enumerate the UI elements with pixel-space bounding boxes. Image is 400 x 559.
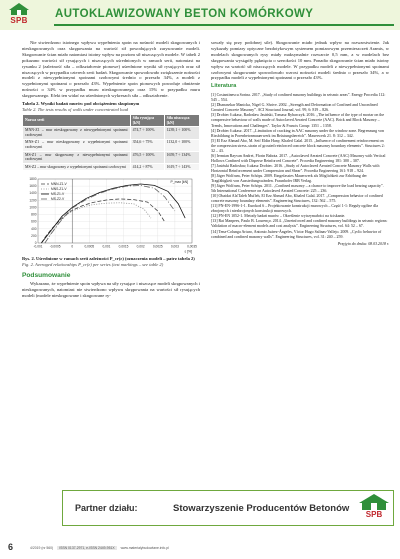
y-tick-label: 1200 — [29, 198, 37, 203]
header-divider — [54, 24, 394, 26]
x-tick-label: 0,0035 — [187, 244, 197, 249]
reference-item: [11] PN-EN-1996-1-1. Eurokod 6 – Projektowanie konstrukcji murowych – Część 1-1: Reguły ogólne dla zbrojonych i niezbrojonych konstrukcji murowych. — [211, 203, 378, 214]
summary-paragraph: Wykazano, że wypełnienie spoin wpływa na siły rysujące i niszczące modeli skrępowanych i nieskrępowanych, natomiast nie stwierdzono wpływu skrępowania na wartości sił rysujących modeli (modele nieskrępowane i skrępowane ry- — [22, 281, 200, 298]
x-tick-label: 0,0025 — [152, 244, 163, 249]
y-tick-label: 0 — [34, 241, 37, 246]
spb-logo — [4, 3, 34, 29]
references-list — [211, 92, 389, 245]
reference-item: [4] Drobiec Łukasz. 2017. „Limitation of cracking in AAC masonry under the window zone. Begrenzung von Rissbildung in Porenbetonmauerwerk im Brüstungsbereich”. Mauerwerk 21. 8: 312 – 342. — [211, 127, 384, 138]
y-tick-label: 600 — [31, 220, 37, 225]
reference-item: [7] Jasiński Radosław, Łukasz Drobiec. 2016. „Study of Autoclaved Aerated Concrete Masonry Walls with Horizontal Reinforcement under Compression and Shear”. Procedia Engineering 161: 918 – 924. — [211, 162, 380, 173]
legend-label: MNS-Z1-V — [51, 187, 67, 192]
table-cell: MNN-Z1 – mur nieskrępowany z niewypełnionymi spoinami czołowymi — [23, 127, 131, 139]
table-cell: 1132,0 ÷ 100% — [164, 139, 199, 151]
house-icon — [9, 3, 29, 15]
reference-item: [8] Jäger Wolfram, Peter Schöps. 2009. Eingefasstes Mauerwerk als Möglichkeit zur Erhöhung der Tragfähigkeit von Aussteifungswänden. Fraunhofer IRB Verlag. — [211, 173, 367, 184]
received-date: Przyjęto do druku: 08.03.2018 r. — [337, 240, 389, 246]
reference-item: [14] Tena-Colunga Arturo, Antonio Juárez-Ángeles, Víctor Hugo Salinas-Vallejo. 2009. „Cyclic behavior of combined and confined masonry walls”. Engineering Structures, vol. 31: 240 – 259. — [211, 228, 382, 239]
legend-label: MS-Z2-V — [51, 197, 65, 202]
y-tick-label: 1800 — [29, 177, 37, 182]
table-header: Nazwa serii — [23, 114, 131, 127]
table-header: Siła niszcząca [kN] — [164, 114, 199, 127]
table-row — [23, 164, 200, 171]
table-caption-en: Table 2. The tests results of walls under concentrated load — [22, 106, 129, 112]
right-column — [211, 40, 389, 246]
x-tick-label: -0,001 — [33, 244, 43, 249]
reference-item: [3] Drobiec Łukasz, Radosław Jasiński, Tomasz Rybarczyk. 2016. „The influence of the type of mortar on the compressive behaviour of walls made of Autoclaved Aerated Concrete (AAC). Brick and Block Masonry – Trends, Innovations and Challenges”. Taylor & Francis Group: 1351 – 1358. — [211, 112, 385, 128]
legend-label: MNN-Z1-V — [51, 182, 67, 187]
section-title: AUTOKLAWIZOWANY BETON KOMÓRKOWY — [55, 8, 314, 20]
force-strain-chart — [22, 173, 200, 255]
reference-item: [10] Obaidat Ala'Taleb Mufleh, El Ezz Ahmad Abo, Khaled Galal. 2017. „Compression behavior of confined concrete masonry boundary elements”. Engineering Structures, 132: 562 – 575. — [211, 193, 383, 204]
y-tick-label: 800 — [31, 212, 37, 217]
house-icon — [359, 494, 389, 510]
x-axis-label: ε [%] — [184, 249, 192, 254]
x-tick-label: 0 — [71, 244, 74, 249]
x-tick-label: 0,001 — [102, 244, 111, 249]
partner-name: Stowarzyszenie Producentów Betonów — [173, 503, 350, 514]
table-row — [23, 127, 200, 139]
table-caption: Tabela 2. Wyniki badań murów pod obciążeniem skupionym — [22, 101, 140, 107]
x-tick-label: 0,0015 — [118, 244, 129, 249]
chart-svg — [22, 173, 200, 255]
reference-item: [12] PN-EN 1052-1. Metody badań murów – Określenie wytrzymałości na ściskanie. — [211, 213, 346, 219]
reference-item: [13] Rai Manpees, Paulo B. Lourenço. 2014. „Unreinforced and confined masonry buildings in seismic regions: Validation of macro-element models and cost analysis”. Engineering Structures, vol. 64: 52 – 67. — [211, 218, 388, 229]
partner-logo — [359, 494, 389, 522]
table-cell: 414,2 ÷ 87% — [130, 164, 164, 171]
left-column — [22, 40, 200, 299]
reference-item: [6] Iermian Rayvan Andrei, Florin Babota. 2017. „Autoclaved Aerated Concrete (AAC) Masonry with Vertical Hollows Confined with Disperse Reinforced Concrete”. Procedia Engineering 181: 300 – 307. — [211, 152, 386, 163]
y-tick-label: 1600 — [29, 184, 37, 189]
reference-item: [1] Costantinescu Sorina. 2017. „Study of confined masonry buildings in seismic areas”. Energy Procedia 112: 545 – 554. — [211, 92, 386, 103]
series-line — [41, 199, 164, 243]
table-cell: MS-Z1 – mur skrępowany z niewypełnionymi spoinami czołowymi — [23, 151, 131, 163]
page-number: 6 — [8, 542, 14, 552]
x-tick-label: 0,003 — [170, 244, 179, 249]
y-tick-label: 400 — [31, 227, 37, 232]
y-axis-label: P_max [kN] — [170, 180, 188, 185]
footer-issue: 4/2019 (nr 560) — [30, 546, 54, 550]
references-heading: Literatura — [211, 83, 237, 90]
partner-logo-text: SPB — [365, 510, 383, 519]
body-paragraph: Nie stwierdzono istotnego wpływu wypełnienia spoin na nośność modeli skrępowanych i nieskrępowanych oraz skrępowania na wartość sił powodujących zarysowanie modeli. Skrępowanie ścian miało natomiast istotny wpływ na poziom sił niszczących modele. W tabeli 2 pokazano wartości sił rysujących i niszczących uśrednionych w ramach serii, natomiast na rysunku 2 (zależność siła – odkształcenie pionowe) uśrednione wyniki sił rysujących oraz sił niszczących w przypadku czterech serii badań. Skrępowanie spowodowało zwiększenie nośności modeli z niewypełnionymi spoinami czołowymi średnio o przeszło 34%, a modeli z wypełnionymi spoinami o przeszło 43%. Wypełnienie spoin pionowych powoduje obniżenie nośności o 34% w przypadku muru nieskrępowanego oraz 15% w przypadku muru skrępowanego. Efekt ten widać na uśrednionych wykresach siła – odkształcenie. — [22, 40, 200, 99]
partner-box — [62, 490, 394, 526]
table-header: Siła rysująca [kN] — [130, 114, 164, 127]
logo-text: SPB — [10, 16, 28, 25]
table-cell: 1619,7 ÷ 143% — [164, 164, 199, 171]
table-cell: 476,5 ÷ 100% — [130, 151, 164, 163]
table-cell: MNS-Z1 – mur nieskrępowany z wypełnionymi spoinami czołowymi — [23, 139, 131, 151]
partner-label: Partner działu: — [75, 503, 138, 513]
figure-caption: Rys. 2. Uśrednione w ramach serii zależności P_cr(ε) (oznaczenia modeli – patrz tabela 2) — [22, 256, 195, 262]
footer-bar — [30, 545, 392, 551]
page-footer — [0, 536, 400, 559]
table-cell: 354,6 ÷ 75% — [130, 139, 164, 151]
reference-item: [2] Dhanasekar Manicka, Nigel G. Shrive. 2002. „Strength and Deformation of Confined and Unconfined Grouted Concrete Masonry”. ACI Structural Journal, vol. 99, 6: 819 – 826. — [211, 102, 378, 113]
footer-issn: ISSN 0137-2971, e-ISSN 2449-951X — [59, 546, 115, 550]
series-line — [45, 203, 151, 243]
figure-caption-en: Fig. 2. Averaged relationships P_cr(ε) per series (test markings – see table 2) — [22, 262, 164, 268]
x-tick-label: -0,0005 — [49, 244, 61, 249]
footer-website[interactable]: www.materialybudowlane.info.pl — [120, 546, 169, 550]
table-cell: 474,7 ÷ 100% — [130, 127, 164, 139]
x-tick-label: 0,002 — [136, 244, 145, 249]
table-cell: MS-Z2 – mur skrępowany z wypełnionymi spoinami czołowymi — [23, 164, 131, 171]
table-row — [23, 151, 200, 163]
summary-heading: Podsumowanie — [22, 272, 71, 280]
legend-label: MS-Z1-V — [51, 192, 65, 197]
x-tick-label: 0,0005 — [84, 244, 95, 249]
table-row — [23, 139, 200, 151]
y-tick-label: 200 — [31, 234, 37, 239]
reference-item: [9] Jäger Wolfram, Peter Schöps. 2011. „Confined masonry – a chance to improve the load bearing capacity”. 5th International Conference on Autoclaved Aerated Concrete: 225 – 236. — [211, 183, 384, 194]
table-cell: 1659,7 ÷ 134% — [164, 151, 199, 163]
y-tick-label: 1000 — [29, 205, 37, 210]
results-table — [22, 114, 200, 172]
table-cell: 1239,1 ÷ 100% — [164, 127, 199, 139]
header-band — [0, 0, 400, 30]
body-paragraph: sowały się przy podobnej sile). Skrępowanie miało jednak wpływ na rozwarstwienie. Jak wykazały pomiary optyczne bezdotykowym systemem pomiarowym przemieszczeń Aramis, w modelach skrępowanych rysy miały maksymalnie rozwarcie 0,5 mm, a w modelach bez skrępowania wystąpiły pęknięcia o szerokości 10 mm. Ponadto skrępowanie ścian miało istotny wpływ na wartość sił niszczących modele. W przypadku modeli z niewypełnionymi spoinami czołowymi skrępowanie spowodowało wzrost nośności modeli średnio o przeszło 34%, a w przypadku modeli z wypełnionymi spoinami o przeszło 43%. — [211, 40, 389, 81]
reference-item: [5] El Ezz Ahmad Abo, M. Seif Eldin Hany, Khaled Galal. 2015. „Influence of confinement reinforcement on the compression stress–strain of grouted reinforced concrete block masonry boundary elements”. Structures 2: 32 – 43. — [211, 137, 385, 153]
y-tick-label: 1400 — [29, 191, 37, 196]
